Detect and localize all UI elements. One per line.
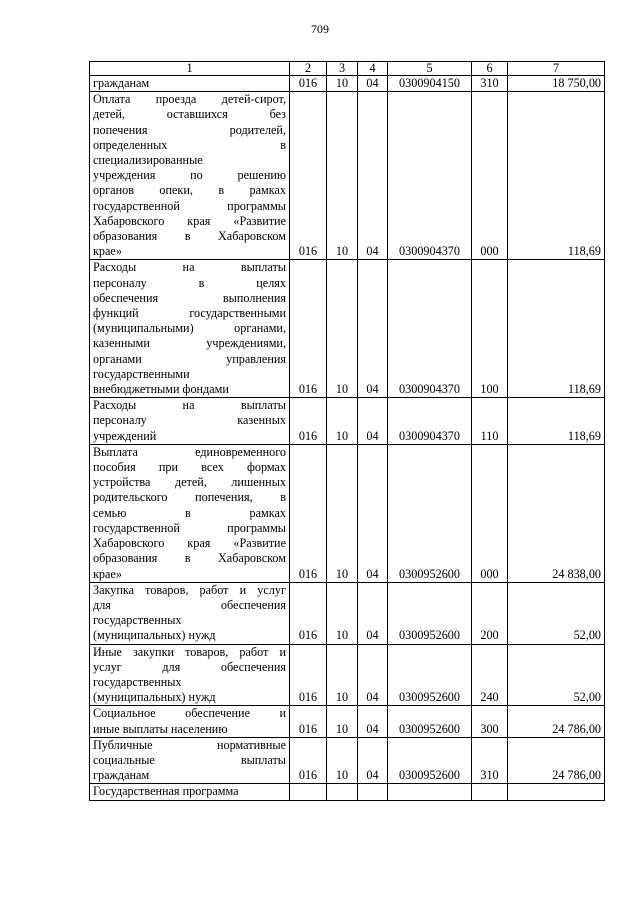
row-name-line: крае» [93,566,122,581]
row-name-line: Расходы на выплаты [93,398,286,413]
row-name-line: казенными учреждениями, [93,336,286,351]
amount-cell: 24 786,00 [508,706,605,737]
table-row [90,706,605,737]
table-row [90,644,605,706]
table-row [90,76,605,92]
row-name-line: социальные выплаты [93,752,286,767]
row-name-line: для обеспечения [93,597,286,612]
section-cell: 10 [327,582,358,644]
row-name-line: органами управления [93,351,286,366]
target-item-cell: 0300904370 [388,92,472,260]
target-item-cell: 0300904370 [388,398,472,445]
column-header: 3 [327,62,358,76]
subsection-cell: 04 [358,76,388,92]
subsection-cell: 04 [358,644,388,706]
expense-type-cell: 200 [472,582,508,644]
row-name-line: услуг для обеспечения [93,659,286,674]
column-header: 7 [508,62,605,76]
row-name-line: функций государственными [93,306,286,321]
row-name-line: попечения родителей, [93,122,286,137]
row-name-line: образования в Хабаровском [93,229,286,244]
row-name-line: обеспечения выполнения [93,290,286,305]
section-cell: 10 [327,92,358,260]
target-item-cell: 0300952600 [388,582,472,644]
column-header: 6 [472,62,508,76]
section-cell: 10 [327,444,358,582]
section-cell [327,784,358,800]
row-name-line: органов опеки, в рамках [93,183,286,198]
table-row [90,582,605,644]
section-cell: 10 [327,398,358,445]
amount-cell [508,784,605,800]
budget-table [89,61,605,801]
expense-type-cell: 240 [472,644,508,706]
header-row [90,62,605,76]
table-row [90,784,605,800]
admin-code-cell: 016 [290,706,327,737]
target-item-cell: 0300904150 [388,76,472,92]
admin-code-cell: 016 [290,92,327,260]
amount-cell: 24 838,00 [508,444,605,582]
row-name-cell [90,92,290,260]
row-name-cell [90,76,290,92]
admin-code-cell: 016 [290,260,327,398]
expense-type-cell: 300 [472,706,508,737]
row-name-line: Хабаровского края «Развитие [93,536,286,551]
admin-code-cell [290,784,327,800]
section-cell: 10 [327,76,358,92]
amount-cell: 118,69 [508,398,605,445]
row-name-line: гражданам [93,76,150,90]
subsection-cell: 04 [358,582,388,644]
amount-cell: 52,00 [508,644,605,706]
row-name-cell [90,706,290,737]
page-number: 709 [311,22,329,36]
target-item-cell: 0300952600 [388,444,472,582]
subsection-cell: 04 [358,92,388,260]
row-name-line: Социальное обеспечение и [93,706,286,721]
section-cell: 10 [327,644,358,706]
row-name-line: Хабаровского края «Развитие [93,213,286,228]
expense-type-cell: 310 [472,76,508,92]
subsection-cell: 04 [358,737,388,784]
column-header: 5 [388,62,472,76]
row-name-line: Оплата проезда детей-сирот, [93,92,286,107]
admin-code-cell: 016 [290,644,327,706]
expense-type-cell: 000 [472,92,508,260]
subsection-cell: 04 [358,398,388,445]
row-name-line: государственной программы [93,198,286,213]
table-row [90,398,605,445]
column-header: 1 [90,62,290,76]
row-name-cell [90,784,290,800]
section-cell: 10 [327,260,358,398]
row-name-line: пособия при всех формах [93,460,286,475]
row-name-line: (муниципальных) нужд [93,628,216,643]
row-name-line: учреждений [93,428,157,443]
subsection-cell: 04 [358,260,388,398]
admin-code-cell: 016 [290,582,327,644]
row-name-line: Расходы на выплаты [93,260,286,275]
target-item-cell: 0300952600 [388,706,472,737]
amount-cell: 24 786,00 [508,737,605,784]
table-row [90,92,605,260]
row-name-line: (муниципальными) органами, [93,321,286,336]
section-cell: 10 [327,737,358,784]
row-name-line: государственной программы [93,520,286,535]
column-header: 4 [358,62,388,76]
amount-cell: 52,00 [508,582,605,644]
amount-cell: 18 750,00 [508,76,605,92]
row-name-line: персоналу в целях [93,275,286,290]
row-name-line: (муниципальных) нужд [93,690,216,705]
row-name-cell [90,737,290,784]
column-header: 2 [290,62,327,76]
row-name-line: государственных [93,674,182,689]
amount-cell: 118,69 [508,260,605,398]
admin-code-cell: 016 [290,737,327,784]
row-name-cell [90,444,290,582]
row-name-line: учреждения по решению [93,168,286,183]
section-cell: 10 [327,706,358,737]
table-row [90,737,605,784]
subsection-cell: 04 [358,444,388,582]
amount-cell: 118,69 [508,92,605,260]
row-name-line: Закупка товаров, работ и услуг [93,582,286,597]
target-item-cell [388,784,472,800]
row-name-line: родительского попечения, в [93,490,286,505]
row-name-cell [90,398,290,445]
row-name-cell [90,582,290,644]
row-name-line: Иные закупки товаров, работ и [93,644,286,659]
expense-type-cell [472,784,508,800]
row-name-cell [90,260,290,398]
row-name-line: семью в рамках [93,505,286,520]
row-name-line: Публичные нормативные [93,737,286,752]
row-name-line: Государственная программа [93,784,239,799]
row-name-line: детей, оставшихся без [93,107,286,122]
row-name-line: определенных в [93,137,286,152]
subsection-cell: 04 [358,706,388,737]
expense-type-cell: 100 [472,260,508,398]
row-name-line: персоналу казенных [93,413,286,428]
expense-type-cell: 000 [472,444,508,582]
row-name-line: иные выплаты населению [93,721,228,736]
row-name-line: специализированные [93,153,203,168]
admin-code-cell: 016 [290,444,327,582]
table-row [90,260,605,398]
expense-type-cell: 110 [472,398,508,445]
admin-code-cell: 016 [290,398,327,445]
row-name-line: устройства детей, лишенных [93,475,286,490]
row-name-line: внебюджетными фондами [93,382,229,397]
row-name-cell [90,644,290,706]
row-name-line: государственными [93,366,190,381]
row-name-line: гражданам [93,768,150,783]
subsection-cell [358,784,388,800]
table-row [90,444,605,582]
admin-code-cell: 016 [290,76,327,92]
target-item-cell: 0300904370 [388,260,472,398]
target-item-cell: 0300952600 [388,644,472,706]
expense-type-cell: 310 [472,737,508,784]
row-name-line: государственных [93,613,182,628]
target-item-cell: 0300952600 [388,737,472,784]
row-name-line: крае» [93,244,122,259]
row-name-line: образования в Хабаровском [93,551,286,566]
row-name-line: Выплата единовременного [93,444,286,459]
